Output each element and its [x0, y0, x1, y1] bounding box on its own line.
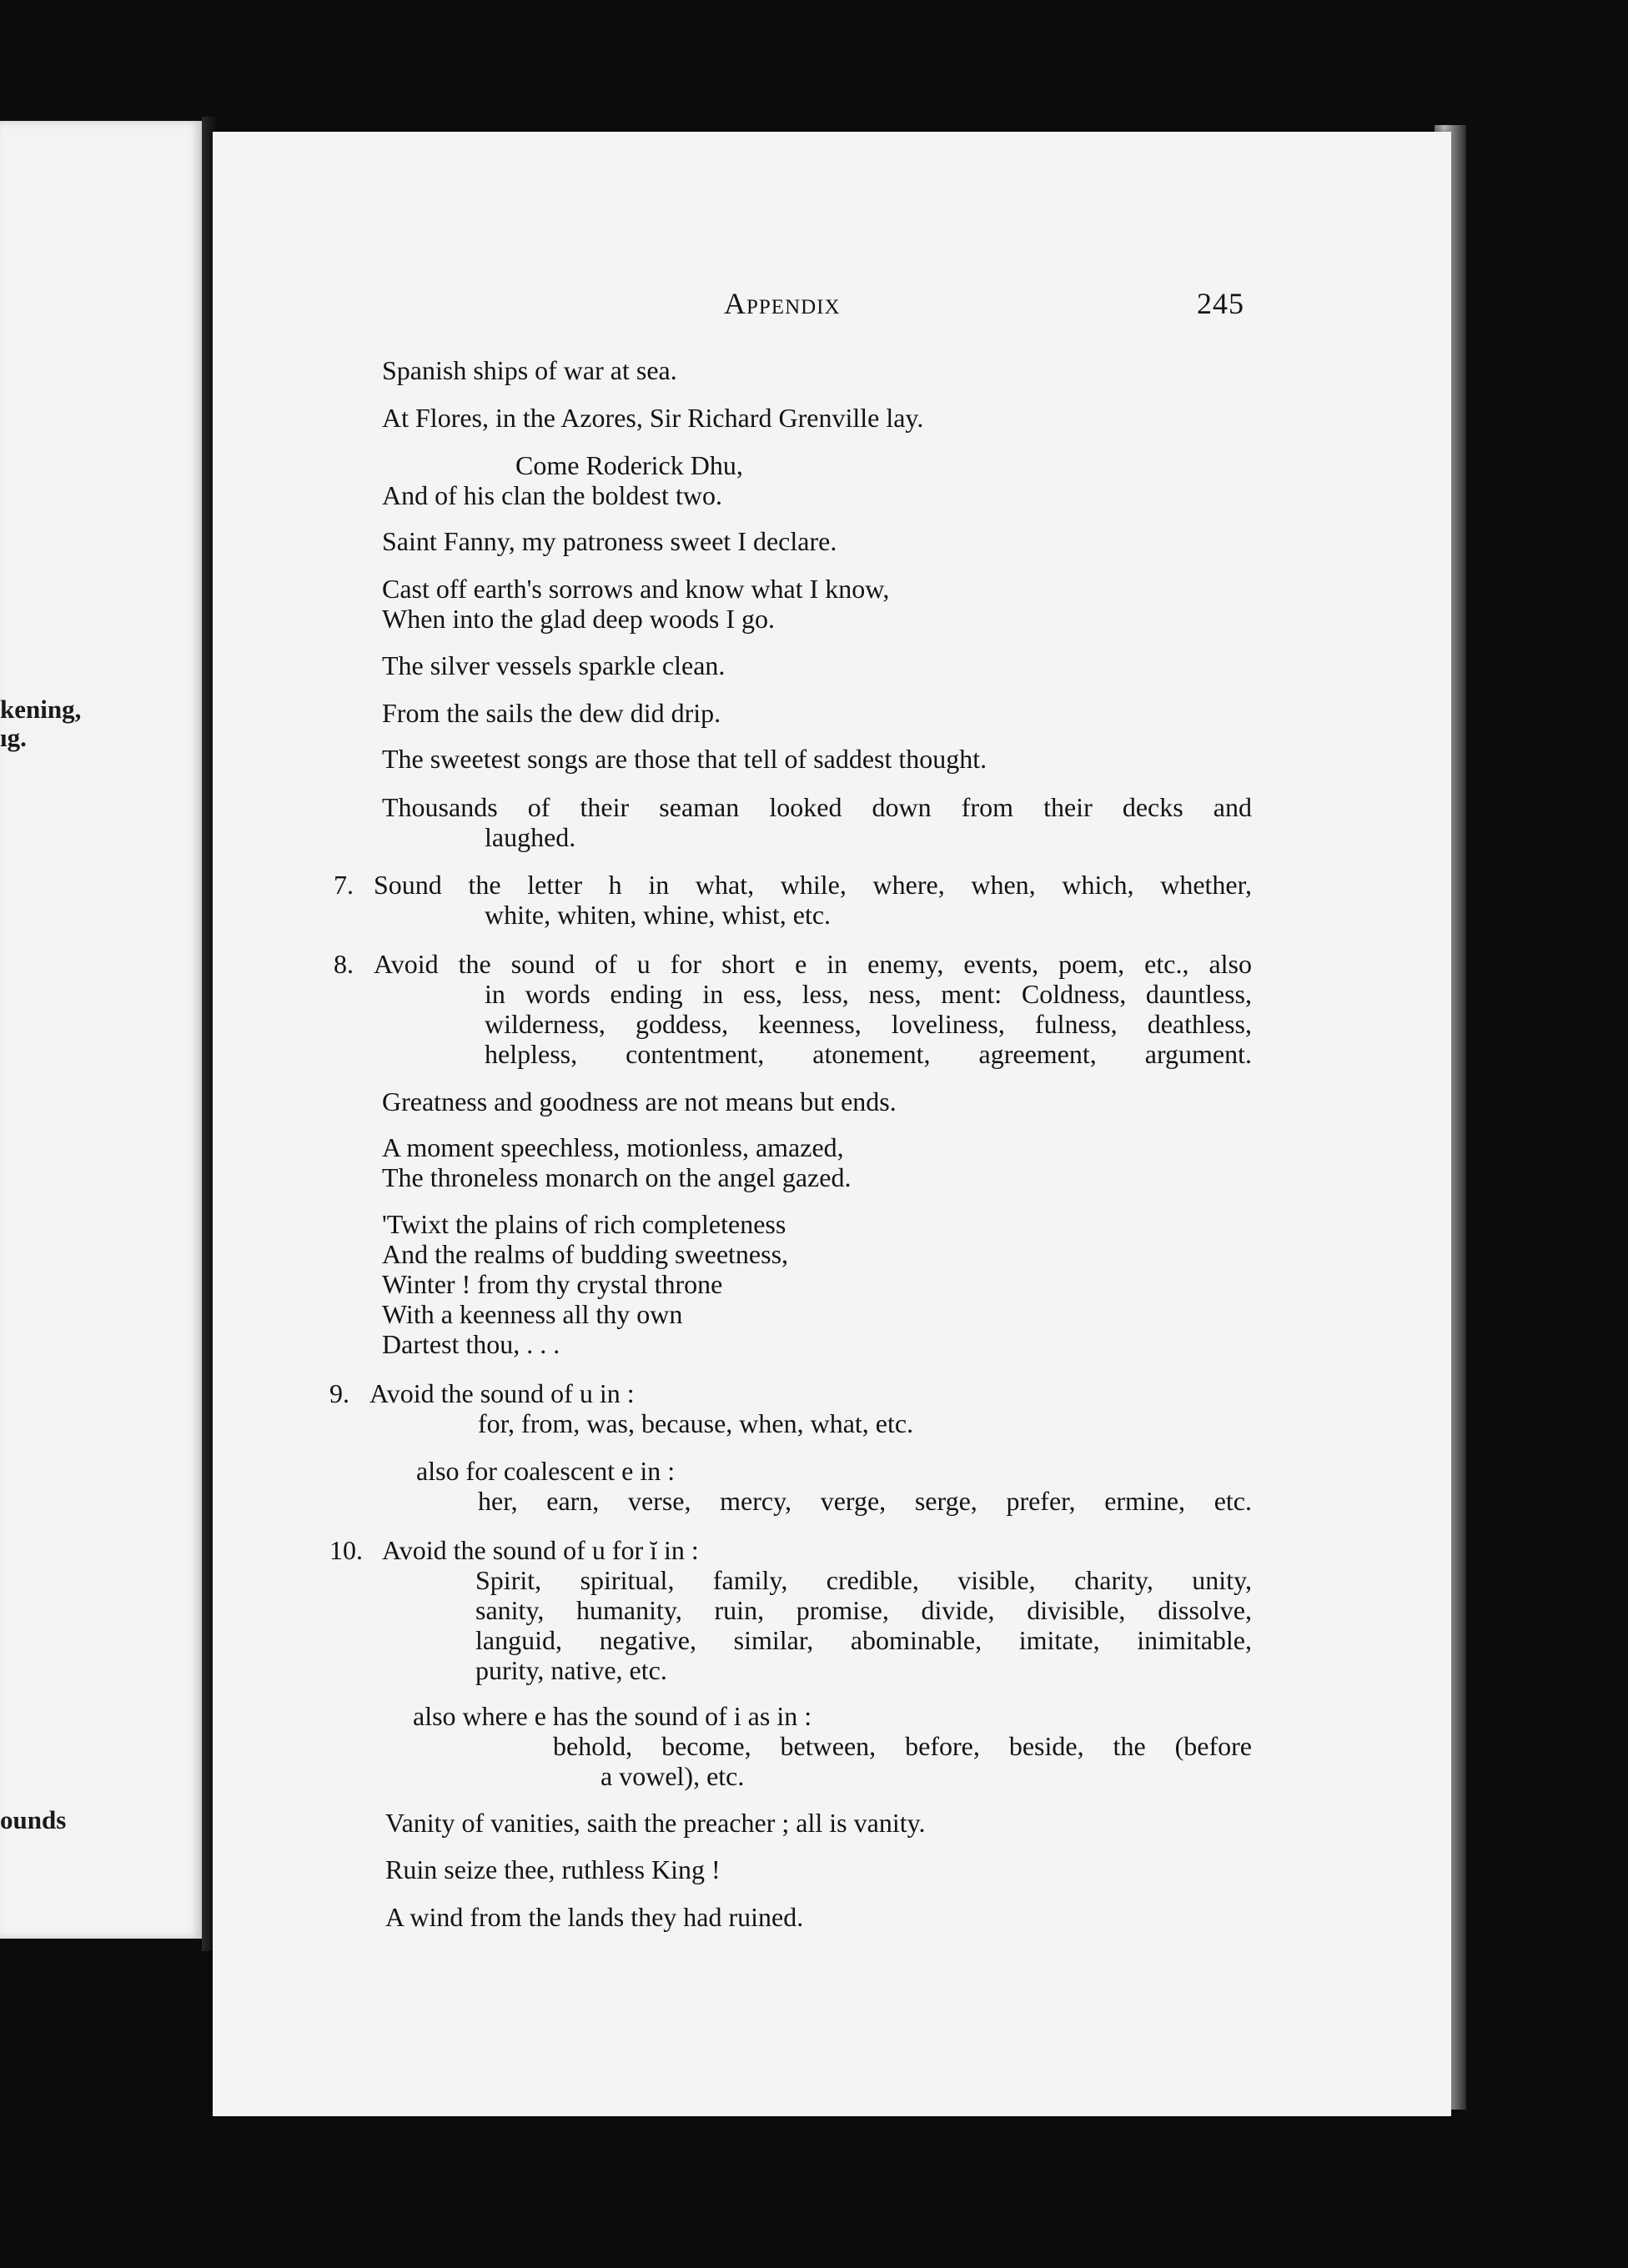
running-head: Appendix [724, 287, 841, 320]
text-line: At Flores, in the Azores, Sir Richard Grenville lay. [382, 403, 924, 433]
left-page-fragment: ounds [0, 1805, 67, 1834]
example-line: Vanity of vanities, saith the preacher ; all is vanity. [385, 1808, 926, 1838]
example-line: Winter ! from thy crystal throne [382, 1269, 723, 1299]
text-line: laughed. [485, 822, 576, 852]
text-line: When into the glad deep woods I go. [382, 604, 775, 634]
text-line: Saint Fanny, my patroness sweet I declare. [382, 526, 837, 556]
item-line: white, whiten, whine, whist, etc. [485, 900, 832, 930]
item-line: wilderness, goddess, keenness, loveliness, fulness, deathless, [485, 1009, 1252, 1039]
item-number: 7. [334, 870, 354, 900]
item-number: 8. [334, 949, 354, 979]
item-line: also where e has the sound of i as in : [413, 1701, 812, 1731]
example-line: A moment speechless, motionless, amazed, [382, 1132, 844, 1162]
left-page [0, 121, 202, 1939]
page-number: 245 [1197, 287, 1244, 320]
item-line: Avoid the sound of u in : [369, 1378, 635, 1408]
item-line: in words ending in ess, less, ness, ment: Coldness, dauntless, [485, 979, 1252, 1009]
example-line: The throneless monarch on the angel gazed. [382, 1162, 852, 1192]
item-line: Avoid the sound of u for short e in enemy, events, poem, etc., also [374, 949, 1252, 979]
item-line: helpless, contentment, atonement, agreement, argument. [485, 1039, 1252, 1069]
item-line: a vowel), etc. [600, 1761, 745, 1791]
left-page-fragment: kening, [0, 695, 82, 724]
text-line: The sweetest songs are those that tell of saddest thought. [382, 744, 987, 774]
left-page-fragment: ıg. [0, 723, 27, 752]
item-line: her, earn, verse, mercy, verge, serge, prefer, ermine, etc. [478, 1486, 1252, 1516]
right-page [213, 132, 1451, 2116]
text-line: From the sails the dew did drip. [382, 698, 721, 728]
text-line: Thousands of their seaman looked down from their decks and [382, 792, 1252, 822]
example-line: Dartest thou, . . . [382, 1329, 560, 1359]
text-line: Cast off earth's sorrows and know what I know, [382, 574, 890, 604]
item-line: behold, become, between, before, beside, the (before [553, 1731, 1252, 1761]
item-line: Sound the letter h in what, while, where, when, which, whether, [374, 870, 1252, 900]
item-line: also for coalescent e in : [416, 1456, 676, 1486]
example-line: 'Twixt the plains of rich completeness [382, 1209, 786, 1239]
example-line: Ruin seize thee, ruthless King ! [385, 1854, 721, 1884]
text-line: And of his clan the boldest two. [382, 480, 722, 510]
example-line: A wind from the lands they had ruined. [385, 1902, 804, 1932]
item-line: purity, native, etc. [475, 1655, 667, 1685]
item-number: 10. [329, 1535, 363, 1565]
text-line: Come Roderick Dhu, [515, 450, 743, 480]
item-line: Avoid the sound of u for ĭ in : [382, 1535, 699, 1565]
example-line: And the realms of budding sweetness, [382, 1239, 789, 1269]
example-line: Greatness and goodness are not means but ends. [382, 1086, 897, 1116]
item-line: for, from, was, because, when, what, etc. [478, 1408, 914, 1438]
example-line: With a keenness all thy own [382, 1299, 683, 1329]
text-line: The silver vessels sparkle clean. [382, 650, 726, 680]
text-line: Spanish ships of war at sea. [382, 355, 677, 385]
item-number: 9. [329, 1378, 349, 1408]
item-line: Spirit, spiritual, family, credible, visible, charity, unity, [475, 1565, 1252, 1595]
item-line: sanity, humanity, ruin, promise, divide, divisible, dissolve, [475, 1595, 1252, 1625]
item-line: languid, negative, similar, abominable, imitate, inimitable, [475, 1625, 1252, 1655]
